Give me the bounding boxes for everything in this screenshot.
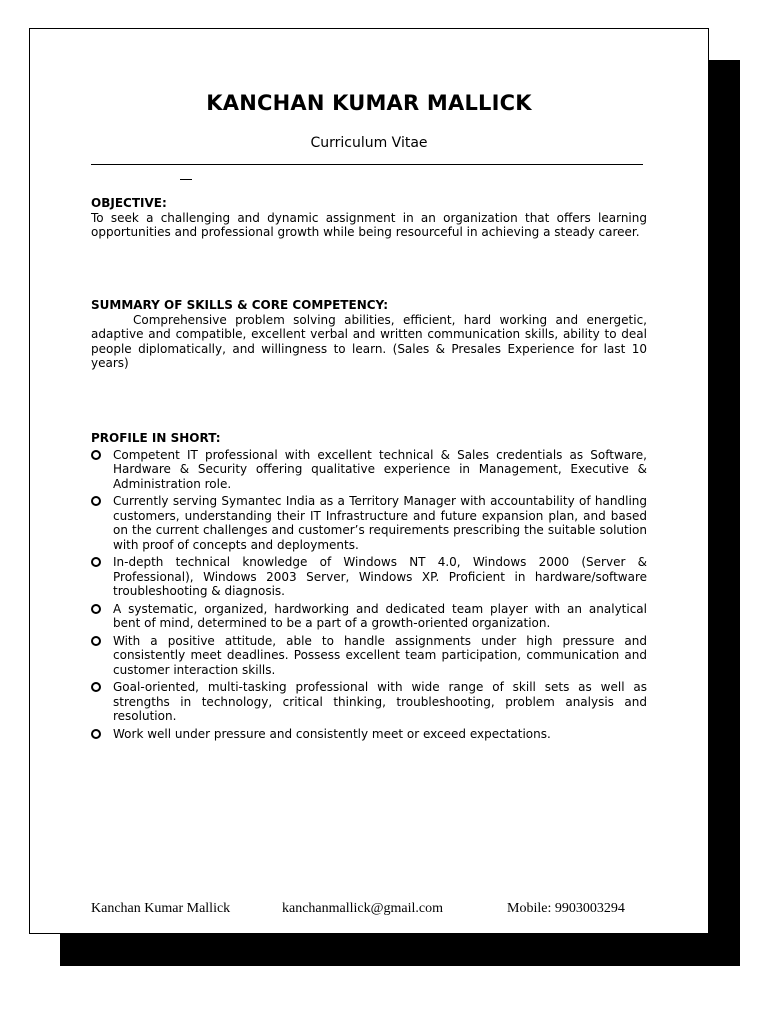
summary-section [91, 298, 647, 371]
profile-item [91, 494, 647, 552]
candidate-name: KANCHAN KUMAR MALLICK [206, 91, 532, 115]
summary-heading: SUMMARY OF SKILLS & CORE COMPETENCY: [91, 298, 388, 312]
bullet-icon [91, 604, 101, 614]
objective-text: To seek a challenging and dynamic assignment in an organization that offers learning opportunities and professional growth while being resourceful in achieving a steady career. [91, 210, 647, 239]
profile-item-text: Goal-oriented, multi-tasking professional with wide range of skill sets as well as strengths in technology, critical thinking, troubleshooting, problem analysis and resolution. [113, 680, 647, 723]
footer-email[interactable]: kanchanmallick@gmail.com [282, 901, 444, 916]
bullet-icon [91, 729, 101, 739]
profile-heading: PROFILE IN SHORT: [91, 431, 221, 445]
bullet-icon [91, 557, 101, 567]
profile-item [91, 448, 647, 492]
profile-item [91, 555, 647, 599]
profile-section [91, 431, 647, 744]
page-shadow-bottom [60, 934, 740, 966]
profile-item-text: In-depth technical knowledge of Windows NT 4.0, Windows 2000 (Server & Professional), Windows 2003 Server, Windows XP. Proficient in hardware/software troubleshooting & diagnosis. [113, 555, 647, 598]
footer-name: Kanchan Kumar Mallick [91, 901, 231, 916]
summary-text: Comprehensive problem solving abilities, efficient, hard working and energetic, adaptive and compatible, excellent verbal and written communication skills, ability to deal people diplomatically, and willingness to learn. (Sales & Presales Experience for last 10 years) [91, 312, 647, 370]
profile-item [91, 727, 647, 742]
document-subtitle: Curriculum Vitae [310, 135, 428, 151]
profile-item [91, 680, 647, 724]
bullet-icon [91, 636, 101, 646]
profile-item-text: A systematic, organized, hardworking and dedicated team player with an analytical bent of mind, determined to be a part of a growth-oriented organization. [113, 601, 647, 630]
profile-item [91, 602, 647, 631]
bullet-icon [91, 496, 101, 506]
footer-mobile: Mobile: 9903003294 [507, 901, 625, 916]
profile-list [91, 448, 647, 742]
objective-section [91, 196, 647, 240]
profile-item [91, 634, 647, 678]
header-divider-tail [180, 179, 192, 180]
page-shadow-right [708, 60, 740, 966]
bullet-icon [91, 682, 101, 692]
profile-item-text: Competent IT professional with excellent technical & Sales credentials as Software, Hardware & Security offering qualitative experience in Management, Executive & Administration role. [113, 447, 647, 491]
objective-heading: OBJECTIVE: [91, 196, 167, 210]
document-page [29, 28, 709, 934]
bullet-icon [91, 450, 101, 460]
profile-item-text: With a positive attitude, able to handle assignments under high pressure and consistently meet deadlines. Possess excellent team participation, communication and customer interaction skills. [113, 633, 647, 677]
profile-item-text: Currently serving Symantec India as a Territory Manager with accountability of handling customers, understanding their IT Infrastructure and future expansion plan, and based on the current challenges and customer’s requirements prescribing the suitable solution with proof of concepts and deployments. [113, 494, 647, 552]
header-divider [91, 164, 643, 165]
profile-item-text: Work well under pressure and consistently meet or exceed expectations. [113, 726, 551, 741]
